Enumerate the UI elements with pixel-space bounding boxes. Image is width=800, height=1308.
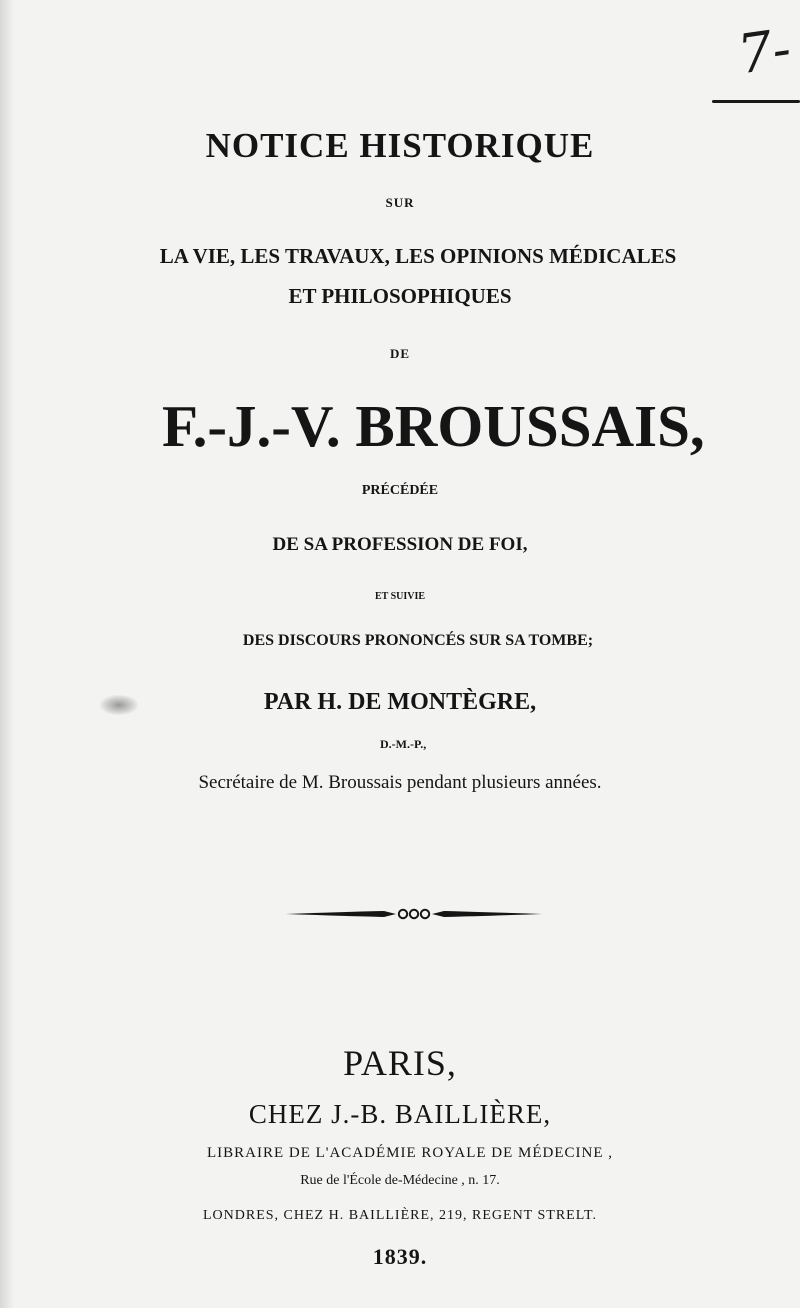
london-line: LONDRES, CHEZ H. BAILLIÈRE, 219, REGENT STRELT. [202, 1208, 597, 1223]
year: 1839. [372, 1244, 428, 1269]
subject-name: F.-J.-V. BROUSSAIS, [162, 393, 705, 459]
profession-line: DE SA PROFESSION DE FOI, [272, 534, 528, 555]
precedee-label: PRÉCÉDÉE [361, 483, 439, 498]
author-line: PAR H. DE MONTÈGRE, [263, 689, 537, 715]
subject-line-1: LA VIE, LES TRAVAUX, LES OPINIONS MÉDICALES [159, 244, 677, 268]
discours-line: DES DISCOURS PRONONCÉS SUR SA TOMBE; [242, 632, 594, 649]
publisher: CHEZ J.-B. BAILLIÈRE, [248, 1099, 552, 1129]
de-label: DE [389, 346, 411, 361]
handwritten-shelf-number: 7- [733, 16, 795, 87]
ornamental-rule [284, 903, 544, 925]
handwritten-underline [712, 100, 800, 103]
author-role: Secrétaire de M. Broussais pendant plusieurs années. [198, 772, 602, 793]
suivie-label: ET SUIVIE [374, 591, 426, 602]
subject-line-2: ET PHILOSOPHIQUES [288, 284, 512, 308]
publisher-address: Rue de l'École de-Médecine , n. 17. [300, 1173, 500, 1188]
title: NOTICE HISTORIQUE [205, 126, 595, 165]
author-degree: D.-M.-P., [380, 737, 427, 751]
city: PARIS, [343, 1043, 457, 1083]
publisher-title: LIBRAIRE DE L'ACADÉMIE ROYALE DE MÉDECINE , [206, 1145, 614, 1161]
sur-label: SUR [385, 195, 415, 210]
